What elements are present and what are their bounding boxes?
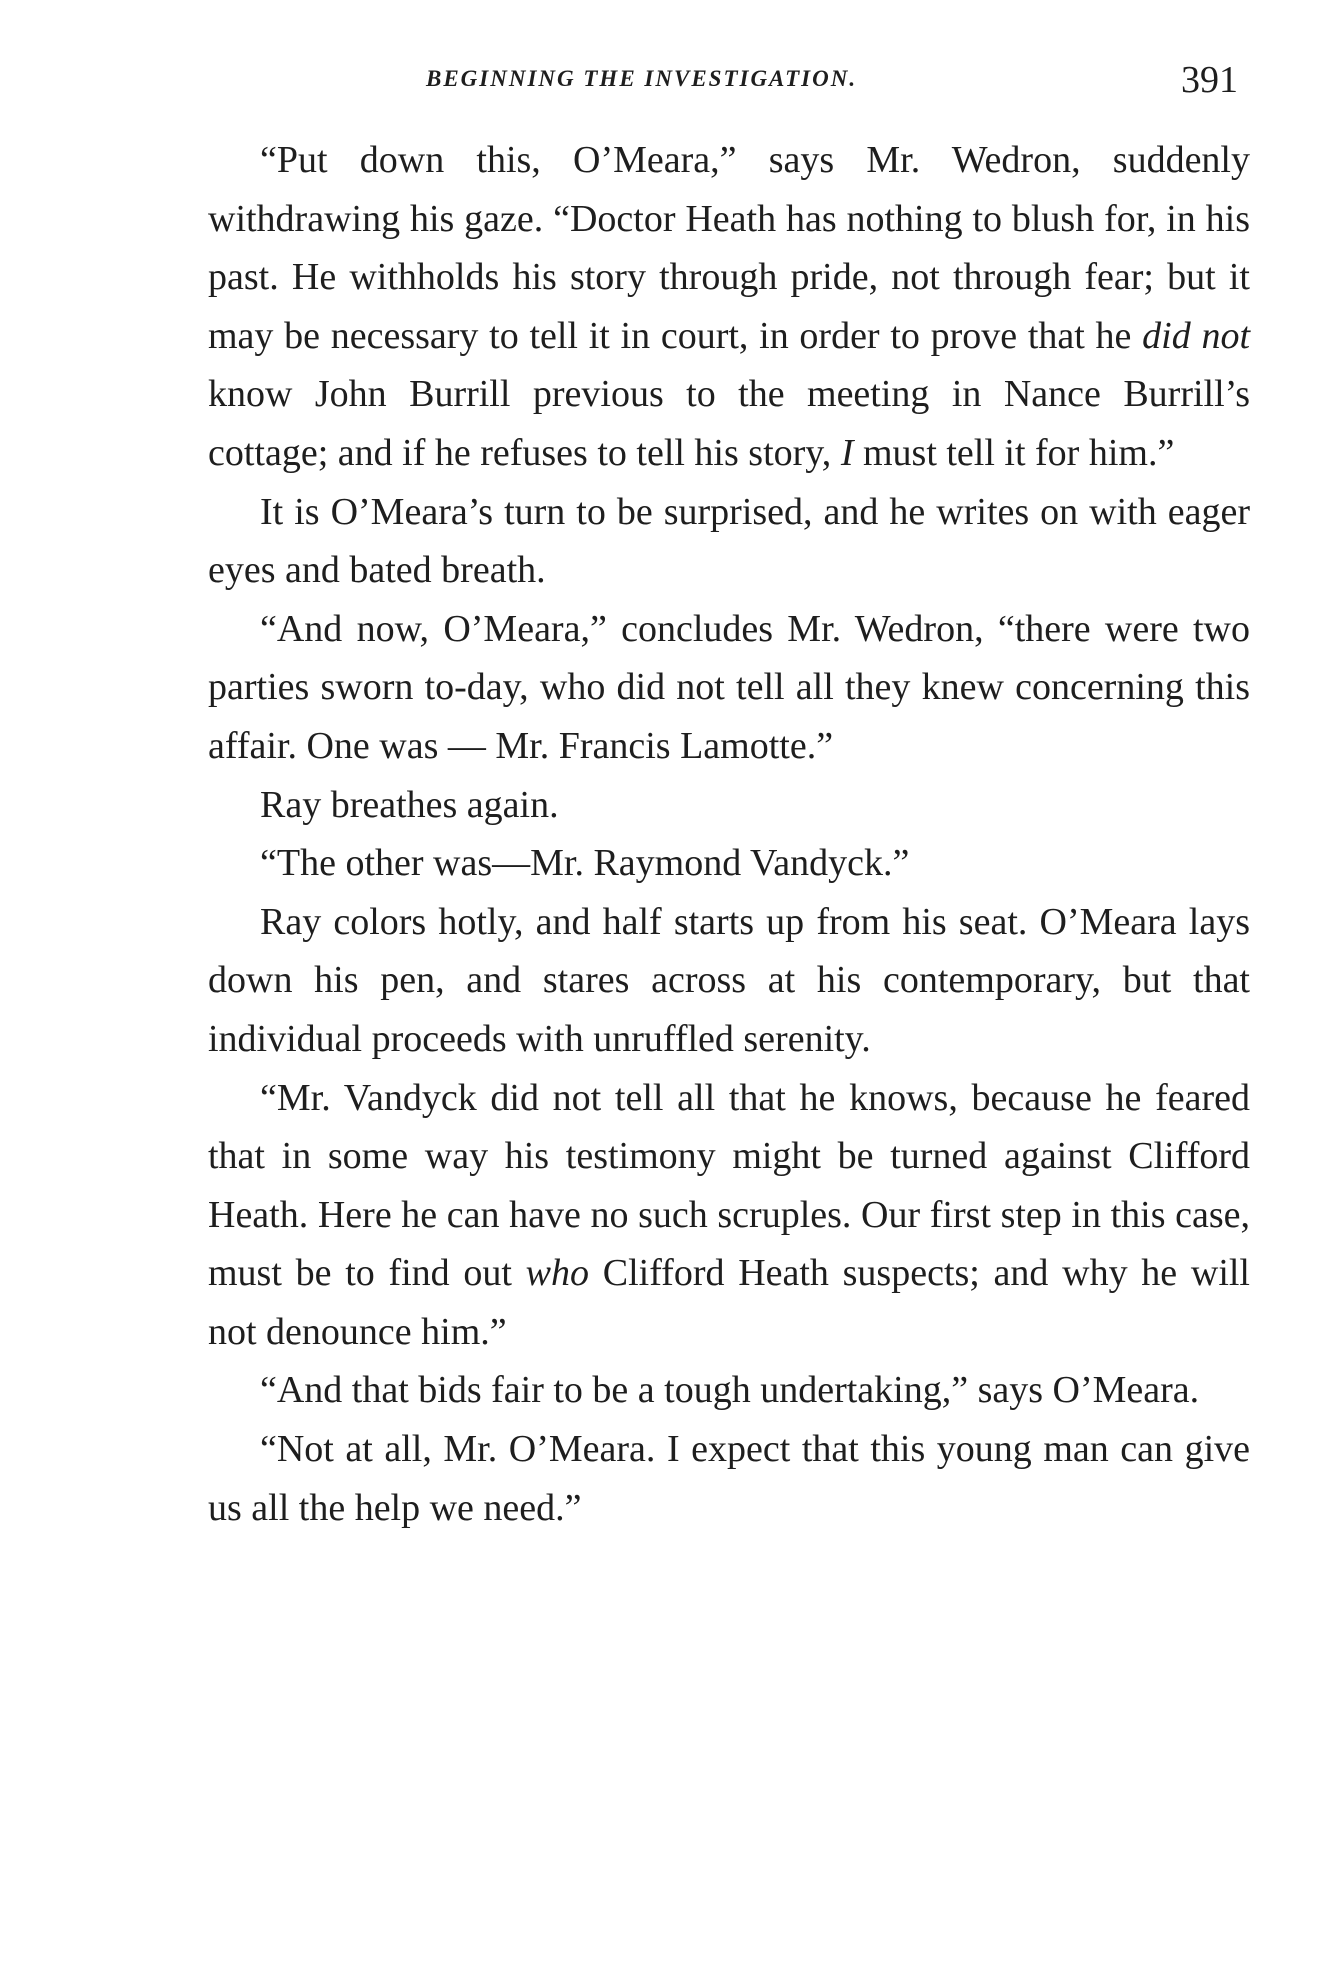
running-head [205, 58, 1246, 108]
paragraph-9: “Not at all, Mr. O’Meara. I expect that this young man can give us all the help we need.” [208, 1428, 1250, 1529]
paragraph-7-part-a: “Mr. Vandyck did not tell all that he knows, because he feared that in some way his testimony might be turned against Clifford Heath. Here he can have no such scruples. Our first step in this case, must be to find out [208, 1076, 1250, 1295]
emphasis-who: who [525, 1252, 590, 1295]
emphasis-did-not: did not [1142, 314, 1250, 357]
emphasis-i: I [840, 431, 854, 474]
paragraph-1-part-b: know John Burrill previous to the meeting in Nance Burrill’s cottage; and if he refuses to tell his story, [208, 373, 1250, 474]
paragraph-8: “And that bids fair to be a tough undertaking,” says O’Meara. [260, 1369, 1200, 1412]
body-text [208, 131, 1250, 1537]
paragraph-1-part-c: must tell it for him.” [853, 431, 1175, 474]
paragraph-3: “And now, O’Meara,” concludes Mr. Wedron, “there were two parties sworn to-day, who did not tell all they knew concerning this affair. One was — Mr. Francis Lamotte.” [208, 607, 1250, 767]
paragraph-6: Ray colors hotly, and half starts up from his seat. O’Meara lays down his pen, and stares across at his contemporary, but that individual proceeds with unruffled serenity. [208, 900, 1250, 1060]
paragraph-7 [208, 1069, 1250, 1362]
paragraph-1 [208, 131, 1250, 483]
paragraph-2: It is O’Meara’s turn to be surprised, and he writes on with eager eyes and bated breath. [208, 490, 1250, 592]
paragraph-4: Ray breathes again. [260, 783, 559, 826]
paragraph-1-part-a: “Put down this, O’Meara,” says Mr. Wedron, suddenly withdrawing his gaze. “Doctor Heath has nothing to blush for, in his past. He withholds his story through pride, not through fear; but it may be necessary to tell it in court, in order to prove that he [208, 139, 1250, 357]
paragraph-7-part-b: Clifford Heath suspects; and why he will not denounce him.” [208, 1252, 1250, 1353]
page-number: 391 [1181, 59, 1238, 101]
running-title: BEGINNING THE INVESTIGATION. [426, 66, 858, 91]
paragraph-5: “The other was—Mr. Raymond Vandyck.” [260, 842, 910, 885]
